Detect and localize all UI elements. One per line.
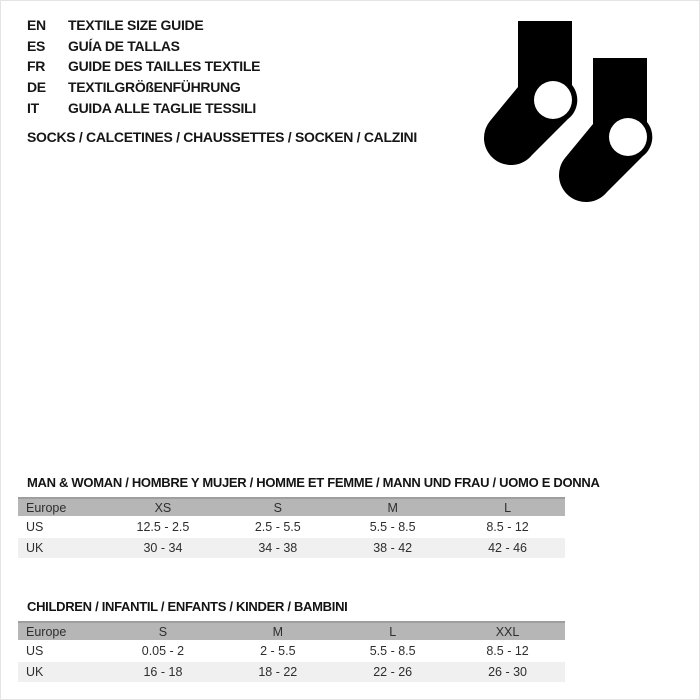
size-value-cell: 38 - 42 — [335, 537, 450, 558]
size-value-cell: 30 - 34 — [106, 537, 221, 558]
language-code: ES — [27, 37, 46, 54]
sock-left — [484, 21, 577, 165]
table-row-uk — [18, 661, 565, 682]
language-code: IT — [27, 99, 39, 116]
size-value-cell: 2.5 - 5.5 — [220, 516, 335, 537]
sock-heel-cutout — [534, 81, 572, 119]
size-value-cell: 12.5 - 2.5 — [106, 516, 221, 537]
size-value-cell: 42 - 46 — [450, 537, 565, 558]
size-value-cell: 22 - 26 — [335, 661, 450, 682]
language-title: TEXTILE SIZE GUIDE — [68, 17, 204, 33]
size-value-cell: 8.5 - 12 — [450, 640, 565, 661]
column-header-xs: XS — [106, 497, 221, 516]
size-value-cell: 34 - 38 — [220, 537, 335, 558]
language-row-de — [27, 77, 260, 98]
language-list — [27, 15, 260, 119]
size-value-cell: 8.5 - 12 — [450, 516, 565, 537]
column-header-m: M — [220, 621, 335, 640]
language-title: GUIDA ALLE TAGLIE TESSILI — [68, 99, 256, 116]
language-row-en — [27, 15, 260, 36]
size-value-cell: 5.5 - 8.5 — [335, 516, 450, 537]
column-header-s: S — [106, 621, 221, 640]
column-header-region: Europe — [18, 621, 106, 640]
size-value-cell: 5.5 - 8.5 — [335, 640, 450, 661]
table-row-us — [18, 640, 565, 661]
size-table-adult-title: MAN & WOMAN / HOMBRE Y MUJER / HOMME ET FEMME / MANN UND FRAU / UOMO E DONNA — [27, 475, 600, 490]
language-title: TEXTILGRÖßENFÜHRUNG — [68, 79, 241, 96]
region-cell: UK — [18, 537, 106, 558]
size-table-adult — [18, 475, 600, 558]
size-table-adult-grid — [18, 497, 565, 558]
table-row-us — [18, 516, 565, 537]
size-table-children-title: CHILDREN / INFANTIL / ENFANTS / KINDER / BAMBINI — [27, 599, 348, 614]
socks-icon — [470, 14, 680, 214]
size-table-children — [18, 600, 565, 682]
language-code: DE — [27, 79, 46, 96]
column-header-region: Europe — [18, 497, 106, 516]
table-header-row — [18, 497, 565, 516]
column-header-xxl: XXL — [450, 621, 565, 640]
size-value-cell: 0.05 - 2 — [106, 640, 221, 661]
language-title: GUIDE DES TAILLES TEXTILE — [68, 58, 261, 75]
column-header-s: S — [220, 497, 335, 516]
sock-heel-cutout — [609, 118, 647, 156]
column-header-l: L — [335, 621, 450, 640]
size-table-children-grid — [18, 621, 565, 682]
language-row-es — [27, 36, 260, 57]
language-code: EN — [27, 17, 46, 33]
region-cell: US — [18, 516, 106, 537]
table-row-uk — [18, 537, 565, 558]
region-cell: US — [18, 640, 106, 661]
size-value-cell: 16 - 18 — [106, 661, 221, 682]
column-header-l: L — [450, 497, 565, 516]
column-header-m: M — [335, 497, 450, 516]
table-header-row — [18, 621, 565, 640]
region-cell: UK — [18, 661, 106, 682]
language-row-fr — [27, 56, 260, 77]
language-code: FR — [27, 58, 46, 75]
language-title: GUÍA DE TALLAS — [68, 37, 180, 54]
size-value-cell: 18 - 22 — [220, 661, 335, 682]
size-value-cell: 26 - 30 — [450, 661, 565, 682]
sock-right — [559, 58, 652, 202]
language-row-it — [27, 98, 260, 119]
size-value-cell: 2 - 5.5 — [220, 640, 335, 661]
category-heading: SOCKS / CALCETINES / CHAUSSETTES / SOCKEN / CALZINI — [27, 129, 417, 145]
